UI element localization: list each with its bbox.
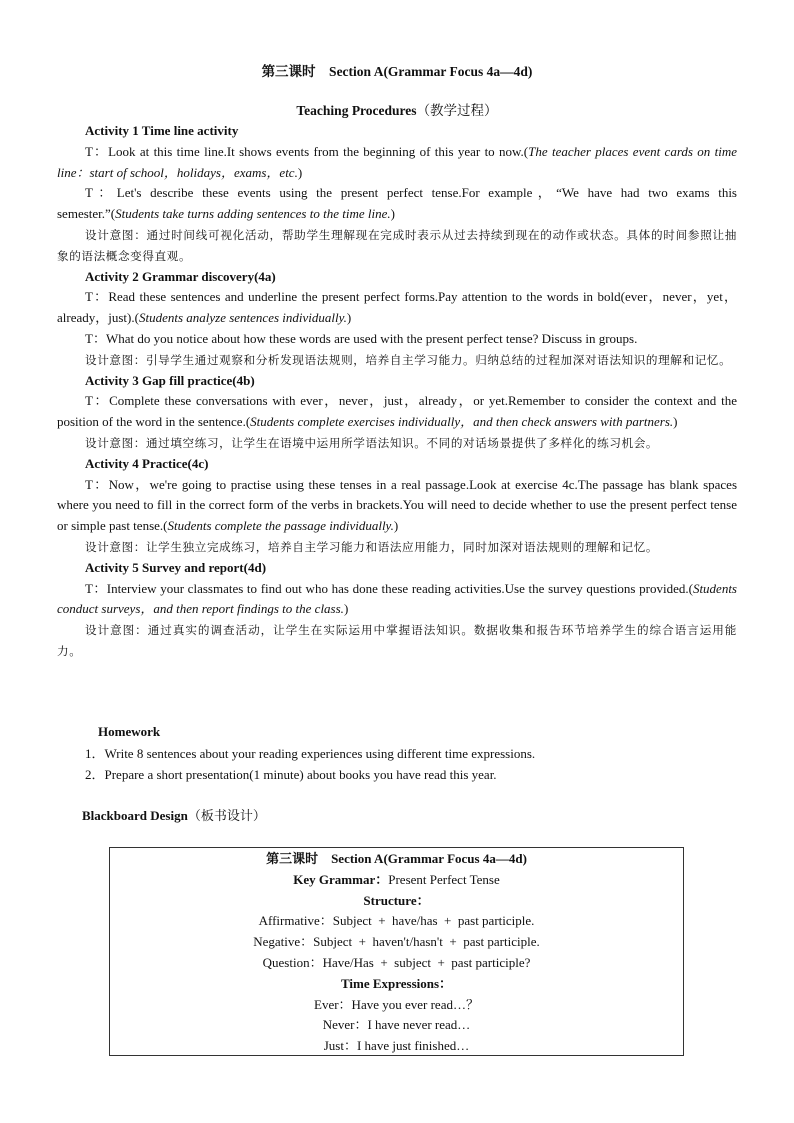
activity-3-intent: 设计意图：通过填空练习，让学生在语境中运用所学语法知识。不同的对话场景提供了多样化的练习机会。 — [85, 435, 659, 450]
blackboard-time-expressions-label: Time Expressions： — [340, 975, 453, 991]
activity-1-line-1: T：Look at this time line.It shows events from the beginning of this year to now.(The teacher places event cards on time line：start of school，holidays，exams，etc.) — [57, 143, 737, 180]
blackboard-ever: Ever：Have you ever read…？ — [314, 996, 479, 1012]
activity-1-line-2: T：Let's describe these events using the present perfect tense.For example，“We have had two exams this semester.”(Students take turns adding sentences to the time line.) — [57, 185, 737, 222]
activity-1-intent: 设计意图：通过时间线可视化活动，帮助学生理解现在完成时表示从过去持续到现在的动作或状态。具体的时间参照让抽象的语法概念变得直观。 — [57, 227, 737, 263]
blackboard-affirmative: Affirmative：Subject + have/has + past participle. — [258, 913, 535, 929]
homework-list — [85, 744, 535, 786]
homework-heading: Homework — [98, 724, 161, 739]
blackboard-just: Just：I have just finished… — [323, 1038, 470, 1054]
activity-2-title: Activity 2 Grammar discovery(4a) — [85, 268, 276, 284]
activity-2-line-1: T：Read these sentences and underline the present perfect forms.Pay attention to the words in bold(ever，never，yet，already，just).(Students analyze sentences individually.) — [57, 289, 737, 326]
homework-item-2: 2．Prepare a short presentation(1 minute) about books you have read this year. — [85, 766, 497, 782]
activity-3-line-1: T：Complete these conversations with ever，never，just，already，or yet.Remember to consider the context and the position of the word in the sentence.(Students complete exercises individually，and then check answers with partners.) — [57, 393, 737, 430]
blackboard-question: Question：Have/Has + subject + past participle? — [262, 954, 531, 970]
activity-4-line-1: T：Now，we're going to practise using these tenses in a real passage.Look at exercise 4c.The passage has blank spaces where you need to fill in the correct form of the verbs in brackets.You will need to decide whether to use the present perfect tense or simple past tense.(Students complete the passage individually.) — [57, 476, 737, 534]
lesson-title: 第三课时 Section A(Grammar Focus 4a—4d) — [261, 64, 533, 79]
blackboard-lesson-title: 第三课时 Section A(Grammar Focus 4a—4d) — [266, 851, 527, 866]
activity-1-title: Activity 1 Time line activity — [85, 123, 239, 138]
activity-5-title: Activity 5 Survey and report(4d) — [85, 559, 267, 575]
procedures-body — [57, 121, 737, 662]
activity-5-line-1: T：Interview your classmates to find out who has done these reading activities.Use the survey questions provided.(Students conduct surveys，and then report findings to the class.) — [57, 580, 737, 617]
section-heading-teaching-procedures — [0, 99, 794, 119]
subtitle-en: Teaching Procedures — [296, 103, 417, 118]
blackboard-heading — [82, 805, 266, 824]
blackboard-design-box — [109, 847, 684, 1056]
blackboard-structure-label: Structure： — [363, 892, 430, 908]
activity-4-intent: 设计意图：让学生独立完成练习，培养自主学习能力和语法应用能力，同时加深对语法规则的理解和记忆。 — [85, 539, 659, 554]
activity-4-title: Activity 4 Practice(4c) — [85, 455, 209, 471]
blackboard-negative: Negative：Subject + haven't/hasn't + past participle. — [253, 934, 540, 950]
activity-3-title: Activity 3 Gap fill practice(4b) — [85, 372, 255, 388]
activity-2-intent: 设计意图：引导学生通过观察和分析发现语法规则，培养自主学习能力。归纳总结的过程加深对语法知识的理解和记忆。 — [85, 352, 732, 367]
blackboard-key-grammar: Key Grammar：Present Perfect Tense — [293, 871, 500, 887]
blackboard-heading-cn: （板书设计） — [187, 808, 266, 823]
blackboard-heading-en: Blackboard Design — [82, 808, 188, 823]
activity-2-line-2: T：What do you notice about how these words are used with the present perfect tense? Discuss in groups. — [85, 330, 638, 346]
subtitle-cn: （教学过程） — [416, 103, 498, 118]
activity-5-intent: 设计意图：通过真实的调查活动，让学生在实际运用中掌握语法知识。数据收集和报告环节培养学生的综合语言运用能力。 — [57, 623, 737, 658]
blackboard-never: Never：I have never read… — [322, 1017, 471, 1033]
homework-item-1: 1．Write 8 sentences about your reading experiences using different time expressions. — [85, 746, 536, 761]
